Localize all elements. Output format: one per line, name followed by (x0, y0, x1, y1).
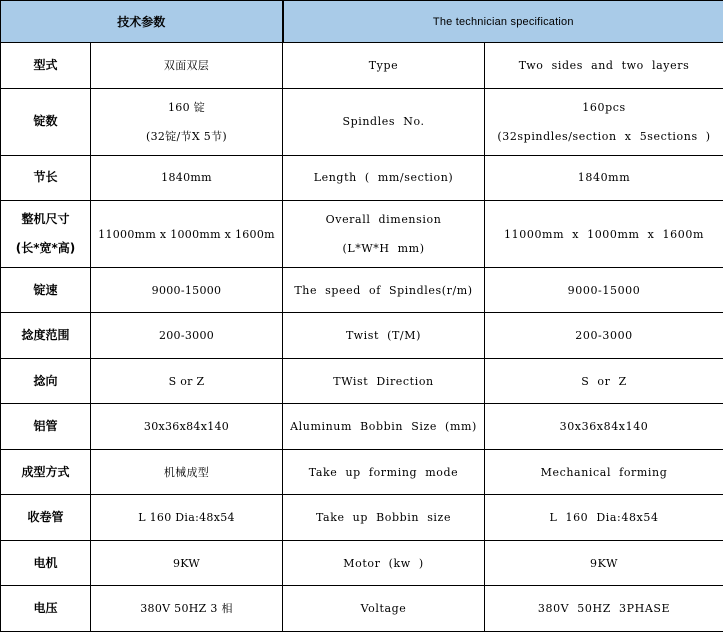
param-cn-cell (1, 404, 91, 450)
param-cn-text: 整机尺寸 (21, 212, 70, 227)
table-row (1, 358, 723, 404)
table-row (1, 43, 723, 89)
param-cn-text: 型式 (33, 58, 58, 73)
param-en-text: Spindles No. (342, 115, 425, 129)
value-cn-cell (91, 449, 283, 495)
param-en-cell (283, 155, 485, 201)
value-en-cell (485, 313, 723, 359)
value-cn-cell (91, 358, 283, 404)
value-cn-cell (91, 404, 283, 450)
param-cn-text: 锭数 (33, 114, 58, 129)
table-row (1, 495, 723, 541)
table-row (1, 404, 723, 450)
value-cn-text: S or Z (168, 374, 205, 388)
param-cn-cell (1, 155, 91, 201)
param-en-text: Overall dimension (325, 213, 442, 227)
param-cn-text: 捻度范围 (21, 328, 70, 343)
param-en-text: TWist Direction (333, 374, 434, 388)
table-row (1, 449, 723, 495)
value-en-text: L 160 Dia:48x54 (549, 511, 659, 525)
value-cn-text: 200-3000 (158, 329, 215, 343)
value-en-cell (485, 358, 723, 404)
param-cn-cell (1, 495, 91, 541)
value-cn-cell (91, 155, 283, 201)
value-cn-text: 双面双层 (163, 59, 210, 73)
param-en-text: Take up Bobbin size (315, 511, 452, 525)
value-cn-text: 160 锭 (168, 100, 205, 114)
header-row (1, 1, 723, 43)
value-en-cell (485, 449, 723, 495)
value-en-text: 30x36x84x140 (559, 420, 649, 434)
value-en-cell (485, 404, 723, 450)
param-en-cell (283, 313, 485, 359)
param-cn-cell (1, 267, 91, 313)
value-cn-text: L 160 Dia:48x54 (138, 511, 235, 525)
param-cn-cell (1, 313, 91, 359)
param-cn-cell (1, 88, 91, 155)
param-cn-text: 捻向 (33, 373, 58, 388)
param-cn-text: (长*宽*高) (15, 241, 76, 256)
header-cn: 技术参数 (1, 1, 283, 43)
value-en-cell (485, 155, 723, 201)
param-en-cell (283, 358, 485, 404)
value-en-text: Mechanical forming (540, 465, 668, 479)
param-cn-text: 收卷管 (27, 510, 64, 525)
value-en-text: 9000-15000 (567, 283, 641, 297)
param-cn-cell (1, 449, 91, 495)
table-row (1, 313, 723, 359)
value-en-cell (485, 495, 723, 541)
table-row (1, 201, 723, 268)
param-en-cell (283, 88, 485, 155)
value-en-cell (485, 540, 723, 586)
value-cn-cell (91, 495, 283, 541)
param-cn-text: 铝管 (33, 419, 58, 434)
value-en-text: 11000mm x 1000mm x 1600m (504, 227, 704, 241)
value-en-text: Two sides and two layers (518, 59, 690, 73)
param-en-text: Voltage (360, 602, 407, 616)
param-en-cell (283, 495, 485, 541)
value-en-cell (485, 586, 723, 632)
value-en-text: 9KW (590, 556, 618, 570)
param-cn-text: 成型方式 (21, 464, 70, 479)
value-en-text: 200-3000 (575, 329, 633, 343)
param-en-text: Twist (T/M) (346, 329, 421, 343)
param-en-text: Motor (kw ) (343, 556, 424, 570)
value-en-text: 160pcs (582, 100, 626, 114)
value-en-cell (485, 88, 723, 155)
value-cn-text: 11000mm x 1000mm x 1600m (98, 227, 275, 241)
param-cn-text: 电机 (33, 555, 58, 570)
param-en-cell (283, 43, 485, 89)
value-cn-text: 9000-15000 (151, 283, 222, 297)
value-cn-text: 30x36x84x140 (143, 420, 230, 434)
param-cn-cell (1, 358, 91, 404)
param-en-text: Type (368, 59, 399, 73)
header-en: The technician specification (283, 1, 723, 43)
table-row (1, 586, 723, 632)
value-en-text: 1840mm (577, 171, 631, 185)
param-cn-cell (1, 540, 91, 586)
value-cn-text: 1840mm (161, 171, 212, 185)
table-row (1, 540, 723, 586)
param-en-text: The speed of Spindles(r/m) (294, 283, 473, 297)
table-row (1, 155, 723, 201)
value-cn-cell (91, 313, 283, 359)
param-en-cell (283, 267, 485, 313)
table-row (1, 267, 723, 313)
value-cn-cell (91, 540, 283, 586)
param-en-cell (283, 201, 485, 268)
value-cn-text: 380V 50HZ 3 相 (140, 602, 233, 616)
value-cn-cell (91, 586, 283, 632)
value-en-cell (485, 201, 723, 268)
param-en-cell (283, 404, 485, 450)
table-body (1, 43, 723, 632)
value-en-cell (485, 43, 723, 89)
param-cn-text: 电压 (33, 601, 58, 616)
value-en-text: S or Z (581, 374, 627, 388)
param-cn-cell (1, 586, 91, 632)
param-en-cell (283, 540, 485, 586)
value-cn-cell (91, 201, 283, 268)
value-cn-text: 机械成型 (163, 465, 210, 479)
param-cn-cell (1, 201, 91, 268)
param-cn-cell (1, 43, 91, 89)
value-cn-cell (91, 267, 283, 313)
param-cn-text: 锭速 (33, 282, 58, 297)
param-en-cell (283, 586, 485, 632)
table-row (1, 88, 723, 155)
param-en-text: (L*W*H mm) (342, 242, 425, 256)
value-en-cell (485, 267, 723, 313)
value-en-text: (32spindles/section x 5sections ) (497, 129, 711, 143)
param-en-text: Take up forming mode (308, 465, 459, 479)
param-en-cell (283, 449, 485, 495)
value-en-text: 380V 50HZ 3PHASE (537, 602, 671, 616)
param-en-text: Aluminum Bobbin Size (mm) (290, 420, 477, 434)
param-cn-text: 节长 (33, 170, 58, 185)
param-en-text: Length ( mm/section) (313, 171, 454, 185)
value-cn-cell (91, 88, 283, 155)
value-cn-text: (32锭/节X 5节) (146, 129, 227, 143)
value-cn-cell (91, 43, 283, 89)
value-cn-text: 9KW (172, 556, 201, 570)
